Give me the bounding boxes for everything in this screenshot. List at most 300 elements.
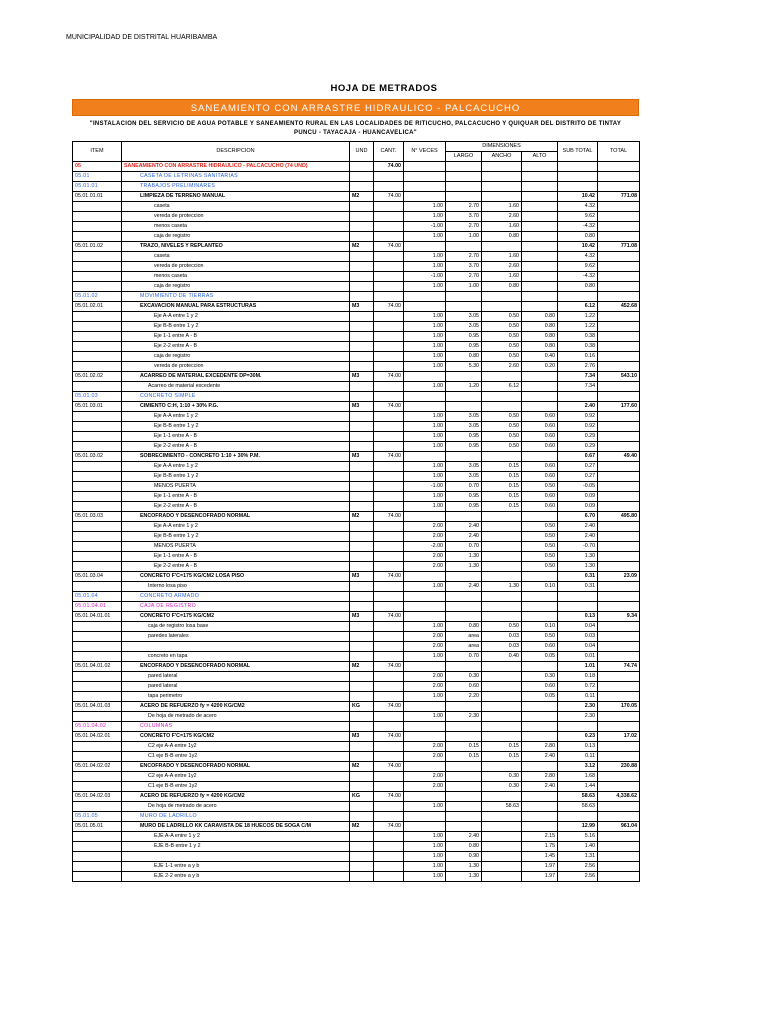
subtotal-cell: 0.23: [558, 732, 598, 742]
table-row: [73, 412, 640, 422]
ancho-cell: 0.50: [482, 322, 522, 332]
ancho-cell: [482, 762, 522, 772]
veces-cell: [404, 392, 446, 402]
subtitle-line-1: "INSTALACION DEL SERVICIO DE AGUA POTABLE Y SANEAMIENTO RURAL EN LAS LOCALIDADES DE RITICUCHO, PALCACUCHO Y QUIQUAR DEL DISTRITO DE TINTAY: [89, 121, 622, 127]
quantity-cell: [374, 172, 404, 182]
alto-cell: [522, 282, 558, 292]
alto-cell: [522, 212, 558, 222]
total-cell: [598, 202, 640, 212]
ancho-cell: [482, 302, 522, 312]
table-row: [73, 372, 640, 382]
subtotal-cell: -0.70: [558, 542, 598, 552]
quantity-cell: [374, 342, 404, 352]
total-cell: [598, 562, 640, 572]
veces-cell: 1.00: [404, 862, 446, 872]
veces-cell: 1.00: [404, 652, 446, 662]
table-row: [73, 792, 640, 802]
largo-cell: 1.20: [446, 382, 482, 392]
quantity-cell: [374, 492, 404, 502]
alto-cell: [522, 252, 558, 262]
total-cell: [598, 852, 640, 862]
total-cell: [598, 652, 640, 662]
ancho-cell: 0.50: [482, 412, 522, 422]
ancho-cell: [482, 542, 522, 552]
item-cell: 05.01.04.01.03: [73, 702, 122, 712]
total-cell: [598, 782, 640, 792]
item-cell: [73, 562, 122, 572]
subtotal-cell: 0.01: [558, 652, 598, 662]
unit-cell: [350, 332, 374, 342]
total-cell: [598, 432, 640, 442]
quantity-cell: 74.00: [374, 242, 404, 252]
item-cell: [73, 262, 122, 272]
total-cell: [598, 532, 640, 542]
subtotal-cell: 58.63: [558, 792, 598, 802]
alto-cell: [522, 222, 558, 232]
alto-cell: 0.60: [522, 412, 558, 422]
quantity-cell: 74.00: [374, 402, 404, 412]
description-cell: Eje 2-2 entre A - B: [122, 442, 350, 452]
alto-cell: [522, 302, 558, 312]
table-row: [73, 352, 640, 362]
quantity-cell: [374, 652, 404, 662]
item-cell: 05: [73, 162, 122, 172]
ancho-cell: 0.80: [482, 232, 522, 242]
description-cell: Eje 2-2 entre A - B: [122, 562, 350, 572]
total-cell: 74.74: [598, 662, 640, 672]
veces-cell: [404, 662, 446, 672]
subtotal-cell: 3.12: [558, 762, 598, 772]
unit-cell: [350, 712, 374, 722]
description-cell: SANEAMIENTO CON ARRASTRE HIDRAULICO - PALCACUCHO (74 UND): [122, 162, 350, 172]
largo-cell: 0.80: [446, 622, 482, 632]
ancho-cell: 0.15: [482, 742, 522, 752]
largo-cell: 3.70: [446, 212, 482, 222]
quantity-cell: [374, 722, 404, 732]
largo-cell: 2.70: [446, 222, 482, 232]
veces-cell: 1.00: [404, 442, 446, 452]
ancho-cell: 0.50: [482, 442, 522, 452]
table-row: [73, 632, 640, 642]
veces-cell: 2.00: [404, 522, 446, 532]
ancho-cell: [482, 732, 522, 742]
table-row: [73, 682, 640, 692]
description-cell: Eje 2-2 entre A - B: [122, 342, 350, 352]
description-cell: SOBRECIMIENTO - CONCRETO 1:10 + 30% P.M.: [122, 452, 350, 462]
alto-cell: [522, 392, 558, 402]
unit-cell: [350, 672, 374, 682]
item-cell: [73, 782, 122, 792]
quantity-cell: [374, 772, 404, 782]
quantity-cell: [374, 852, 404, 862]
ancho-cell: [482, 372, 522, 382]
subtotal-cell: [558, 592, 598, 602]
veces-cell: -1.00: [404, 272, 446, 282]
quantity-cell: [374, 692, 404, 702]
unit-cell: [350, 162, 374, 172]
subtotal-cell: 0.27: [558, 462, 598, 472]
unit-cell: [350, 682, 374, 692]
item-cell: [73, 362, 122, 372]
subtotal-cell: 10.42: [558, 192, 598, 202]
alto-cell: [522, 172, 558, 182]
largo-cell: [446, 762, 482, 772]
description-cell: [122, 642, 350, 652]
ancho-cell: [482, 522, 522, 532]
subtotal-cell: 0.09: [558, 502, 598, 512]
veces-cell: 1.00: [404, 462, 446, 472]
subtotal-cell: 0.38: [558, 332, 598, 342]
quantity-cell: 74.00: [374, 162, 404, 172]
unit-cell: [350, 832, 374, 842]
item-cell: 05.01.04.01.02: [73, 662, 122, 672]
total-cell: 49.40: [598, 452, 640, 462]
description-cell: De hoja de metrado de acero: [122, 712, 350, 722]
quantity-cell: [374, 232, 404, 242]
table-row: [73, 382, 640, 392]
unit-cell: [350, 282, 374, 292]
total-cell: 23.09: [598, 572, 640, 582]
veces-cell: 1.00: [404, 412, 446, 422]
description-cell: caja de registro: [122, 352, 350, 362]
description-cell: ENCOFRADO Y DESENCOFRADO NORMAL: [122, 762, 350, 772]
alto-cell: 0.80: [522, 312, 558, 322]
unit-cell: [350, 232, 374, 242]
unit-cell: [350, 752, 374, 762]
table-row: [73, 552, 640, 562]
col-subtotal: SUB TOTAL: [558, 142, 598, 162]
description-cell: caja de registro: [122, 282, 350, 292]
quantity-cell: [374, 412, 404, 422]
veces-cell: [404, 512, 446, 522]
largo-cell: [446, 772, 482, 782]
table-row: [73, 212, 640, 222]
description-cell: MENOS PUERTA: [122, 542, 350, 552]
largo-cell: 1.00: [446, 282, 482, 292]
ancho-cell: [482, 662, 522, 672]
unit-cell: [350, 432, 374, 442]
alto-cell: [522, 372, 558, 382]
largo-cell: [446, 302, 482, 312]
ancho-cell: [482, 592, 522, 602]
largo-cell: [446, 812, 482, 822]
document-title: HOJA DE METRADOS: [330, 83, 438, 94]
subtotal-cell: 6.12: [558, 302, 598, 312]
total-cell: [598, 772, 640, 782]
unit-cell: KG: [350, 792, 374, 802]
veces-cell: [404, 402, 446, 412]
quantity-cell: [374, 272, 404, 282]
alto-cell: 0.10: [522, 582, 558, 592]
total-cell: 177.60: [598, 402, 640, 412]
description-cell: Eje A-A entre 1 y 2: [122, 522, 350, 532]
total-cell: 9.34: [598, 612, 640, 622]
unit-cell: [350, 322, 374, 332]
description-cell: menos caseta: [122, 222, 350, 232]
unit-cell: M2: [350, 192, 374, 202]
item-cell: [73, 542, 122, 552]
item-cell: 05.01.03: [73, 392, 122, 402]
veces-cell: [404, 822, 446, 832]
description-cell: caja de registro: [122, 232, 350, 242]
ancho-cell: 58.63: [482, 802, 522, 812]
unit-cell: [350, 492, 374, 502]
veces-cell: [404, 242, 446, 252]
total-cell: [598, 812, 640, 822]
alto-cell: [522, 272, 558, 282]
subtotal-cell: 2.56: [558, 872, 598, 882]
table-row: [73, 422, 640, 432]
alto-cell: [522, 812, 558, 822]
veces-cell: 2.00: [404, 632, 446, 642]
item-cell: 05.01.04.01: [73, 602, 122, 612]
total-cell: 543.10: [598, 372, 640, 382]
total-cell: [598, 692, 640, 702]
item-cell: [73, 712, 122, 722]
quantity-cell: [374, 862, 404, 872]
largo-cell: 0.95: [446, 432, 482, 442]
col-ancho: ANCHO: [482, 152, 522, 162]
description-cell: C2 eje A-A entre 1y2: [122, 772, 350, 782]
item-cell: 05.01.04.02.03: [73, 792, 122, 802]
alto-cell: [522, 822, 558, 832]
description-cell: EJE 2-2 entre a y b: [122, 872, 350, 882]
table-row: [73, 242, 640, 252]
table-row: [73, 312, 640, 322]
description-cell: C2 eje A-A entre 1y2: [122, 742, 350, 752]
alto-cell: 0.50: [522, 522, 558, 532]
description-cell: EJE 1-1 entre a y b: [122, 862, 350, 872]
item-cell: [73, 622, 122, 632]
table-row: [73, 182, 640, 192]
subtotal-cell: 9.62: [558, 262, 598, 272]
description-cell: pared lateral: [122, 682, 350, 692]
description-cell: concreto en tapa: [122, 652, 350, 662]
veces-cell: 1.00: [404, 282, 446, 292]
table-row: [73, 402, 640, 412]
alto-cell: 0.40: [522, 352, 558, 362]
quantity-cell: 74.00: [374, 192, 404, 202]
subtotal-cell: 0.29: [558, 442, 598, 452]
total-cell: [598, 252, 640, 262]
veces-cell: [404, 732, 446, 742]
col-largo: LARGO: [446, 152, 482, 162]
total-cell: [598, 542, 640, 552]
description-cell: Eje 1-1 entre A - B: [122, 332, 350, 342]
ancho-cell: 0.15: [482, 462, 522, 472]
table-row: [73, 172, 640, 182]
subtotal-cell: 9.62: [558, 212, 598, 222]
table-row: [73, 652, 640, 662]
veces-cell: 2.00: [404, 772, 446, 782]
subtotal-cell: 4.32: [558, 252, 598, 262]
table-row: [73, 522, 640, 532]
project-banner: SANEAMIENTO CON ARRASTRE HIDRAULICO - PALCACUCHO: [72, 99, 639, 116]
ancho-cell: 0.30: [482, 772, 522, 782]
ancho-cell: 6.12: [482, 382, 522, 392]
unit-cell: M3: [350, 572, 374, 582]
total-cell: [598, 522, 640, 532]
veces-cell: [404, 722, 446, 732]
quantity-cell: [374, 312, 404, 322]
subtotal-cell: 7.34: [558, 372, 598, 382]
alto-cell: [522, 232, 558, 242]
description-cell: pared lateral: [122, 672, 350, 682]
total-cell: [598, 392, 640, 402]
largo-cell: [446, 602, 482, 612]
ancho-cell: [482, 182, 522, 192]
col-alto: ALTO: [522, 152, 558, 162]
col-total: TOTAL: [598, 142, 640, 162]
description-cell: MENOS PUERTA: [122, 482, 350, 492]
total-cell: [598, 342, 640, 352]
table-row: [73, 812, 640, 822]
largo-cell: 3.05: [446, 462, 482, 472]
alto-cell: 0.20: [522, 362, 558, 372]
project-subtitle: [72, 120, 639, 138]
item-cell: 05.01.05: [73, 812, 122, 822]
organization-name: MUNICIPALIDAD DE DISTRITAL HUARIBAMBA: [66, 34, 218, 41]
description-cell: Acarreo de material excedente: [122, 382, 350, 392]
subtotal-cell: 4.32: [558, 202, 598, 212]
item-cell: [73, 482, 122, 492]
table-row: [73, 532, 640, 542]
alto-cell: [522, 182, 558, 192]
largo-cell: 1.30: [446, 862, 482, 872]
subtotal-cell: 2.40: [558, 402, 598, 412]
unit-cell: KG: [350, 702, 374, 712]
item-cell: 05.01.02: [73, 292, 122, 302]
veces-cell: 1.00: [404, 262, 446, 272]
table-row: [73, 642, 640, 652]
alto-cell: 0.60: [522, 422, 558, 432]
veces-cell: 1.00: [404, 202, 446, 212]
item-cell: [73, 442, 122, 452]
table-row: [73, 362, 640, 372]
ancho-cell: [482, 682, 522, 692]
description-cell: Eje B-B entre 1 y 2: [122, 422, 350, 432]
alto-cell: 1.97: [522, 862, 558, 872]
item-cell: [73, 582, 122, 592]
total-cell: [598, 462, 640, 472]
unit-cell: M2: [350, 762, 374, 772]
item-cell: [73, 342, 122, 352]
subtotal-cell: 0.29: [558, 432, 598, 442]
table-row: [73, 342, 640, 352]
ancho-cell: [482, 562, 522, 572]
veces-cell: [404, 792, 446, 802]
description-cell: CONCRETO F'C=175 KG/CM2 LOSA PISO: [122, 572, 350, 582]
subtotal-cell: 1.31: [558, 852, 598, 862]
description-cell: Eje A-A entre 1 y 2: [122, 462, 350, 472]
largo-cell: [446, 192, 482, 202]
table-row: [73, 622, 640, 632]
total-cell: [598, 162, 640, 172]
largo-cell: [446, 182, 482, 192]
alto-cell: [522, 702, 558, 712]
veces-cell: 1.00: [404, 352, 446, 362]
total-cell: [598, 332, 640, 342]
table-row: [73, 842, 640, 852]
item-cell: [73, 862, 122, 872]
subtotal-cell: 0.04: [558, 642, 598, 652]
largo-cell: 0.95: [446, 442, 482, 452]
unit-cell: [350, 482, 374, 492]
table-body: [73, 162, 640, 882]
total-cell: [598, 552, 640, 562]
veces-cell: [404, 162, 446, 172]
quantity-cell: [374, 202, 404, 212]
total-cell: [598, 352, 640, 362]
description-cell: Eje A-A entre 1 y 2: [122, 412, 350, 422]
table-row: [73, 872, 640, 882]
quantity-cell: [374, 362, 404, 372]
total-cell: [598, 472, 640, 482]
veces-cell: 1.00: [404, 832, 446, 842]
item-cell: [73, 842, 122, 852]
largo-cell: [446, 592, 482, 602]
veces-cell: 2.00: [404, 552, 446, 562]
veces-cell: 1.00: [404, 852, 446, 862]
table-row: [73, 822, 640, 832]
table-row: [73, 432, 640, 442]
quantity-cell: 74.00: [374, 662, 404, 672]
table-row: [73, 572, 640, 582]
total-cell: [598, 482, 640, 492]
subtotal-cell: 1.68: [558, 772, 598, 782]
alto-cell: 0.50: [522, 532, 558, 542]
largo-cell: 0.15: [446, 742, 482, 752]
unit-cell: M3: [350, 612, 374, 622]
quantity-cell: 74.00: [374, 372, 404, 382]
unit-cell: [350, 632, 374, 642]
largo-cell: [446, 392, 482, 402]
total-cell: [598, 832, 640, 842]
alto-cell: 2.80: [522, 742, 558, 752]
subtotal-cell: [558, 162, 598, 172]
description-cell: CASETA DE LETRINAS SANITARIAS: [122, 172, 350, 182]
alto-cell: 2.40: [522, 752, 558, 762]
subtotal-cell: 0.92: [558, 412, 598, 422]
table-row: [73, 802, 640, 812]
subtotal-cell: [558, 812, 598, 822]
ancho-cell: 1.60: [482, 272, 522, 282]
alto-cell: [522, 512, 558, 522]
subtotal-cell: 0.13: [558, 612, 598, 622]
col-und: UND: [350, 142, 374, 162]
table-row: [73, 782, 640, 792]
alto-cell: 0.50: [522, 632, 558, 642]
subtotal-cell: 1.22: [558, 322, 598, 332]
table-row: [73, 302, 640, 312]
ancho-cell: 0.15: [482, 472, 522, 482]
table-row: [73, 612, 640, 622]
description-cell: MOVIMIENTO DE TIERRAS: [122, 292, 350, 302]
alto-cell: 2.40: [522, 782, 558, 792]
ancho-cell: 0.50: [482, 342, 522, 352]
alto-cell: 0.50: [522, 562, 558, 572]
unit-cell: [350, 852, 374, 862]
largo-cell: 3.05: [446, 472, 482, 482]
alto-cell: 0.60: [522, 492, 558, 502]
alto-cell: 0.50: [522, 482, 558, 492]
veces-cell: 1.00: [404, 872, 446, 882]
largo-cell: 0.70: [446, 482, 482, 492]
ancho-cell: 1.30: [482, 582, 522, 592]
ancho-cell: 0.50: [482, 312, 522, 322]
alto-cell: [522, 792, 558, 802]
largo-cell: 0.70: [446, 542, 482, 552]
